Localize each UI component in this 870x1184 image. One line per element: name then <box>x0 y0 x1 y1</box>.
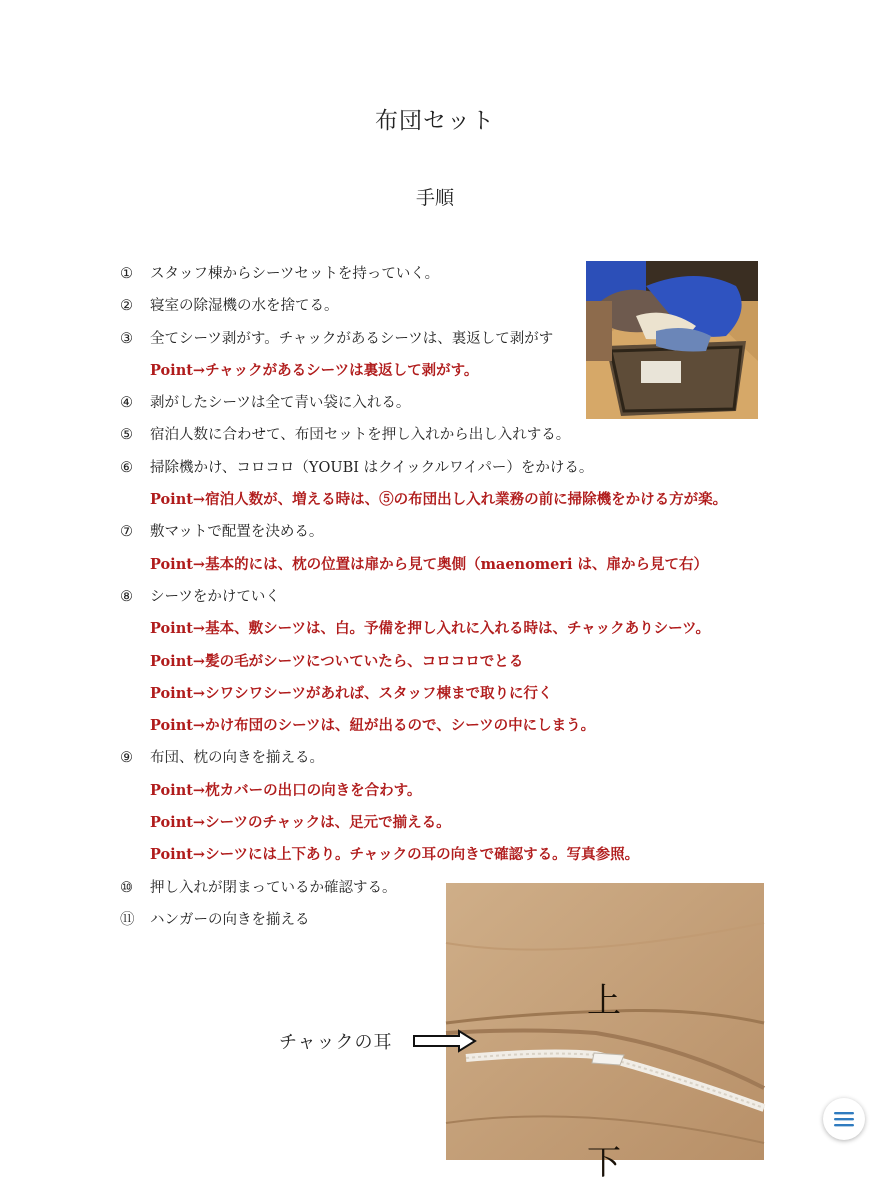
page-subtitle: 手順 <box>415 187 454 209</box>
step-text: 寝室の除湿機の水を捨てる。 <box>150 298 339 315</box>
step-number: ⑤ <box>120 427 133 444</box>
step-number: ⑪ <box>120 911 135 928</box>
step-text: シーツをかけていく <box>150 588 280 605</box>
step-number: ⑨ <box>120 750 133 767</box>
step-number: ⑩ <box>120 879 133 896</box>
page-title: 布団セット <box>375 108 495 134</box>
zipper-bottom-label: 下 <box>587 1143 621 1183</box>
point-note: Point→シーツには上下あり。チャックの耳の向きで確認する。写真参照。 <box>150 846 640 864</box>
step-number: ⑧ <box>120 588 133 605</box>
point-note: Point→チャックがあるシーツは裏返して剥がす。 <box>150 361 479 379</box>
step-text: 全てシーツ剥がす。チャックがあるシーツは、裏返して剥がす <box>150 330 554 347</box>
step-text: 布団、枕の向きを揃える。 <box>150 750 324 767</box>
zipper-top-label: 上 <box>587 981 621 1021</box>
menu-icon <box>833 1110 855 1128</box>
zip-ear-label: チャックの耳 <box>279 1032 393 1053</box>
point-note: Point→宿泊人数が、増える時は、⑤の布団出し入れ業務の前に掃除機をかける方が楽。 <box>150 491 728 509</box>
step-text: 宿泊人数に合わせて、布団セットを押し入れから出し入れする。 <box>150 427 571 444</box>
point-note: Point→シーツのチャックは、足元で揃える。 <box>150 814 451 832</box>
step-text: 敷マットで配置を決める。 <box>150 524 324 541</box>
zipper-photo <box>446 883 764 1183</box>
step-text: 剥がしたシーツは全て青い袋に入れる。 <box>150 395 411 412</box>
step-number: ⑥ <box>120 459 133 476</box>
point-note: Point→枕カバーの出口の向きを合わす。 <box>150 781 422 799</box>
point-note: Point→シワシワシーツがあれば、スタッフ棟まで取りに行く <box>150 684 553 702</box>
step-item <box>120 419 780 451</box>
step-number: ⑦ <box>120 524 133 541</box>
step-number: ② <box>120 298 133 315</box>
step-item <box>120 581 780 613</box>
sheets-basket-photo <box>586 261 758 419</box>
point-note: Point→基本、敷シーツは、白。予備を押し入れに入れる時は、チャックありシーツ。 <box>150 620 710 638</box>
step-number: ④ <box>120 395 133 412</box>
step-item <box>120 516 780 548</box>
step-item <box>120 742 780 774</box>
step-text: ハンガーの向きを揃える <box>150 911 310 928</box>
point-note: Point→かけ布団のシーツは、紐が出るので、シーツの中にしまう。 <box>150 717 596 735</box>
point-note: Point→基本的には、枕の位置は扉から見て奥側（maenomeri は、扉から見て右） <box>150 555 709 573</box>
step-text: 押し入れが閉まっているか確認する。 <box>150 879 397 896</box>
step-number: ③ <box>120 330 133 347</box>
step-text: 掃除機かけ、コロコロ（YOUBI はクイックルワイパー）をかける。 <box>150 459 594 476</box>
step-number: ① <box>120 266 133 282</box>
step-text: スタッフ棟からシーツセットを持っていく。 <box>150 266 440 282</box>
point-note: Point→髪の毛がシーツについていたら、コロコロでとる <box>150 652 524 670</box>
step-item <box>120 452 780 484</box>
arrow-right-icon <box>413 1030 477 1052</box>
menu-button[interactable] <box>823 1098 865 1140</box>
